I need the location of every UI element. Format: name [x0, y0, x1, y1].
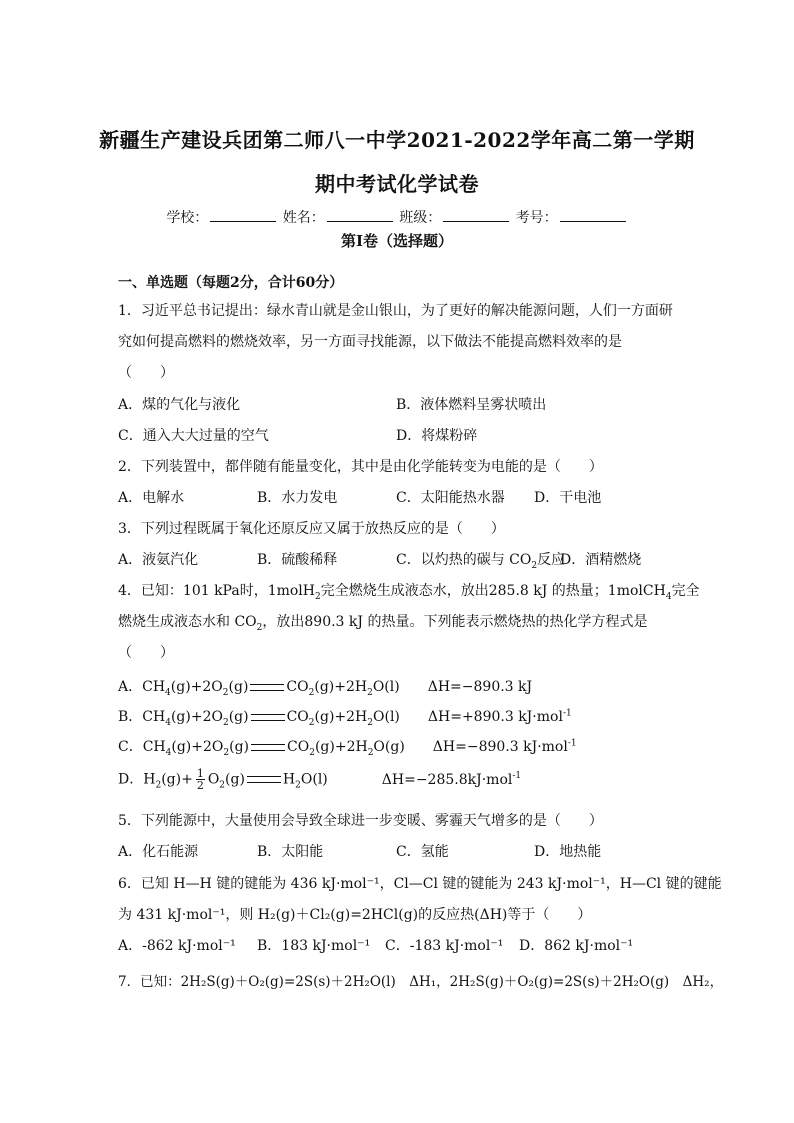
- q3-option-b[interactable]: B．硫酸稀释: [257, 552, 338, 568]
- q6-option-b[interactable]: B．183 kJ·mol⁻¹: [257, 938, 371, 954]
- q5-option-b[interactable]: B．太阳能: [257, 844, 324, 860]
- q3-option-c[interactable]: C．以灼热的碳与 $CO_2$反应: [396, 552, 566, 571]
- equals-sign-icon: [251, 714, 285, 721]
- q2-option-a[interactable]: A．电解水: [118, 490, 185, 506]
- q1-option-a[interactable]: A．煤的气化与液化: [118, 397, 241, 413]
- q1-option-d[interactable]: D．将煤粉碎: [396, 428, 478, 444]
- fraction-one-half: $\frac{1}{2}$: [196, 767, 204, 792]
- q1-option-b[interactable]: B．液体燃料呈雾状喷出: [396, 397, 547, 413]
- exam-title-line1: 新疆生产建设兵团第二师八一中学2021-2022学年高二第一学期: [99, 128, 695, 152]
- school-blank[interactable]: [210, 209, 276, 222]
- q1-stem-line1: 1．习近平总书记提出：绿水青山就是金山银山，为了更好的解决能源问题，人们一方面研: [118, 303, 673, 319]
- school-label: 学校：: [166, 210, 209, 226]
- q6-stem-line2: 为 431 kJ·mol⁻¹，则 H₂(g)＋Cl₂(g)=2HCl(g)的反应热(ΔH)等于（ ）: [118, 907, 592, 923]
- q2-stem: 2．下列装置中，都伴随有能量变化，其中是由化学能转变为电能的是（ ）: [118, 459, 603, 475]
- q1-stem-line2: 究如何提高燃料的燃烧效率，另一方面寻找能源，以下做法不能提高燃料效率的是: [118, 334, 622, 350]
- q4-option-c[interactable]: C．$CH_4(g)+2O_2(g)$ $CO_2(g)+2H_2O(g)$ ΔH=−890.3 kJ·mol$^{-1}$: [118, 738, 577, 758]
- q5-stem: 5．下列能源中，大量使用会导致全球进一步变暖、雾霾天气增多的是（ ）: [118, 813, 603, 829]
- q6-option-d[interactable]: D．862 kJ·mol⁻¹: [519, 938, 634, 954]
- q4-stem-line2: 燃烧生成液态水和 $CO_2$，放出890.3 kJ 的热量。下列能表示燃烧热的热化学方程式是: [118, 614, 648, 633]
- name-label: 姓名：: [282, 210, 325, 226]
- q1-paren: （ ）: [118, 365, 174, 381]
- q3-option-d[interactable]: D．酒精燃烧: [560, 552, 642, 568]
- q3-stem: 3．下列过程既属于氧化还原反应又属于放热反应的是（ ）: [118, 521, 505, 537]
- equals-sign-icon: [250, 684, 284, 691]
- q7-stem: 7．已知：2H₂S(g)＋O₂(g)=2S(s)＋2H₂O(l) ΔH₁，2H₂S(g)＋O₂(g)=2S(s)＋2H₂O(g) ΔH₂，: [118, 974, 724, 990]
- q6-option-a[interactable]: A．-862 kJ·mol⁻¹: [118, 938, 236, 954]
- number-label: 考号：: [515, 210, 558, 226]
- q4-paren: （ ）: [118, 645, 174, 661]
- q4-option-b[interactable]: B．$CH_4(g)+2O_2(g)$ $CO_2(g)+2H_2O(l)$ ΔH=+890.3 kJ·mol$^{-1}$: [118, 708, 572, 728]
- q6-option-c[interactable]: C．-183 kJ·mol⁻¹: [385, 938, 504, 954]
- q5-option-a[interactable]: A．化石能源: [118, 844, 199, 860]
- q2-option-c[interactable]: C．太阳能热水器: [396, 490, 505, 506]
- q5-option-c[interactable]: C．氢能: [396, 844, 449, 860]
- equals-sign-icon: [247, 776, 281, 783]
- class-blank[interactable]: [443, 209, 509, 222]
- q2-option-d[interactable]: D．干电池: [534, 490, 602, 506]
- exam-title-line2: 期中考试化学试卷: [315, 172, 479, 196]
- number-blank[interactable]: [560, 209, 626, 222]
- volume-heading: 第I卷（选择题）: [340, 232, 454, 250]
- name-blank[interactable]: [327, 209, 393, 222]
- q5-option-d[interactable]: D．地热能: [534, 844, 602, 860]
- q2-option-b[interactable]: B．水力发电: [257, 490, 338, 506]
- student-info-row: [0, 207, 794, 227]
- q1-option-c[interactable]: C．通入大大过量的空气: [118, 428, 269, 444]
- q4-option-d[interactable]: D．$H_2(g)+$ $\frac{1}{2}$ $O_2(g)$ $H_2O(l)$ ΔH=−285.8kJ·mol$^{-1}$: [118, 767, 522, 792]
- q6-stem-line1: 6．已知 H—H 键的键能为 436 kJ·mol⁻¹，Cl—Cl 键的键能为 243 kJ·mol⁻¹，H—Cl 键的键能: [118, 876, 722, 892]
- q4-stem-line1: 4．已知：101 kPa时，1molH$_2$完全燃烧生成液态水，放出285.8 kJ 的热量；1molCH$_4$完全: [118, 583, 700, 602]
- class-label: 班级：: [399, 210, 442, 226]
- q4-option-a[interactable]: A．$CH_4(g)+2O_2(g)$ $CO_2(g)+2H_2O(l)$ ΔH=−890.3 kJ: [118, 679, 533, 698]
- equals-sign-icon: [251, 744, 285, 751]
- q3-option-a[interactable]: A．液氨汽化: [118, 552, 199, 568]
- section-heading: 一、单选题（每题2分，合计60分）: [118, 275, 344, 291]
